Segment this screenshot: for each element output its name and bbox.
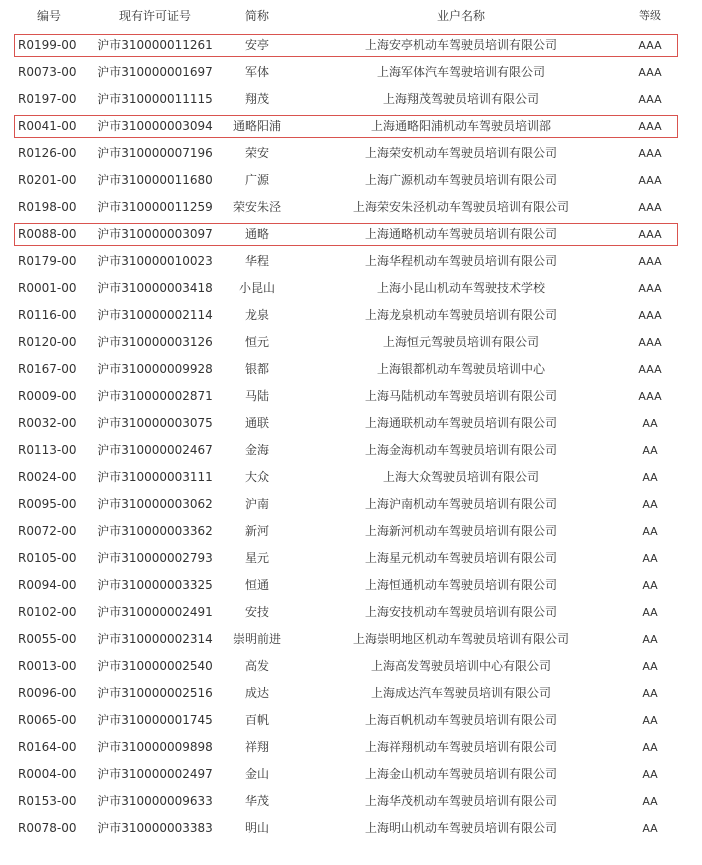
cell-license: 沪市310000002540 — [97, 659, 213, 673]
cell-no: R0198-00 — [18, 200, 77, 214]
cell-license: 沪市310000003111 — [97, 470, 213, 484]
cell-name: 上海通略阳浦机动车驾驶员培训部 — [370, 119, 551, 133]
cell-license: 沪市310000003062 — [97, 497, 213, 511]
cell-license: 沪市310000011115 — [97, 92, 213, 106]
cell-no: R0095-00 — [18, 497, 77, 511]
cell-level: AAA — [638, 309, 662, 322]
cell-abbr: 金山 — [244, 767, 269, 781]
table-row — [0, 275, 702, 302]
cell-name: 上海新河机动车驾驶员培训有限公司 — [364, 524, 557, 538]
cell-abbr: 恒元 — [244, 335, 269, 349]
table-row — [0, 410, 702, 437]
cell-level: AAA — [638, 147, 662, 160]
cell-level: AA — [642, 552, 658, 565]
cell-license: 沪市310000011261 — [97, 38, 213, 52]
cell-license: 沪市310000009928 — [97, 362, 213, 376]
table-row — [0, 383, 702, 410]
cell-name: 上海安亭机动车驾驶员培训有限公司 — [364, 38, 557, 52]
cell-no: R0126-00 — [18, 146, 77, 160]
cell-level: AAA — [638, 93, 662, 106]
header-license: 现有许可证号 — [118, 9, 191, 23]
cell-no: R0167-00 — [18, 362, 77, 376]
cell-license: 沪市310000009633 — [97, 794, 213, 808]
table-row — [0, 248, 702, 275]
cell-license: 沪市310000003097 — [97, 227, 213, 241]
cell-abbr: 华茂 — [244, 794, 269, 808]
cell-level: AA — [642, 417, 658, 430]
cell-abbr: 荣安朱泾 — [232, 200, 281, 214]
cell-abbr: 安技 — [244, 605, 269, 619]
cell-license: 沪市310000002516 — [97, 686, 213, 700]
cell-name: 上海明山机动车驾驶员培训有限公司 — [364, 821, 557, 835]
cell-license: 沪市310000003325 — [97, 578, 213, 592]
cell-level: AA — [642, 741, 658, 754]
cell-name: 上海通联机动车驾驶员培训有限公司 — [364, 416, 557, 430]
table-row-highlighted — [0, 113, 702, 140]
cell-level: AA — [642, 498, 658, 511]
cell-name: 上海恒元驾驶员培训有限公司 — [382, 335, 539, 349]
cell-name: 上海荣安机动车驾驶员培训有限公司 — [364, 146, 557, 160]
table-row — [0, 491, 702, 518]
table-row — [0, 167, 702, 194]
header-level: 等级 — [639, 9, 661, 22]
cell-license: 沪市310000003362 — [97, 524, 213, 538]
table-row — [0, 653, 702, 680]
header-name: 业户名称 — [436, 9, 485, 23]
cell-abbr: 马陆 — [244, 389, 269, 403]
cell-license: 沪市310000003383 — [97, 821, 213, 835]
cell-license: 沪市310000002314 — [97, 632, 213, 646]
cell-no: R0120-00 — [18, 335, 77, 349]
table-row — [0, 86, 702, 113]
cell-license: 沪市310000002467 — [97, 443, 213, 457]
cell-abbr: 百帆 — [244, 713, 269, 727]
table-row — [0, 734, 702, 761]
cell-license: 沪市310000002114 — [97, 308, 213, 322]
cell-abbr: 恒通 — [244, 578, 269, 592]
cell-level: AA — [642, 822, 658, 835]
cell-no: R0199-00 — [18, 38, 77, 52]
cell-abbr: 小昆山 — [238, 281, 275, 295]
cell-no: R0072-00 — [18, 524, 77, 538]
cell-name: 上海军体汽车驾驶培训有限公司 — [376, 65, 545, 79]
cell-level: AA — [642, 606, 658, 619]
cell-abbr: 军体 — [244, 65, 269, 79]
cell-level: AA — [642, 768, 658, 781]
cell-abbr: 新河 — [244, 524, 269, 538]
cell-license: 沪市310000007196 — [97, 146, 213, 160]
cell-name: 上海银都机动车驾驶员培训中心 — [376, 362, 545, 376]
cell-no: R0113-00 — [18, 443, 77, 457]
cell-name: 上海金山机动车驾驶员培训有限公司 — [364, 767, 557, 781]
cell-level: AA — [642, 660, 658, 673]
table-row — [0, 572, 702, 599]
cell-name: 上海恒通机动车驾驶员培训有限公司 — [364, 578, 557, 592]
cell-no: R0009-00 — [18, 389, 77, 403]
cell-level: AA — [642, 714, 658, 727]
cell-no: R0088-00 — [18, 227, 77, 241]
table-row — [0, 599, 702, 626]
cell-name: 上海金海机动车驾驶员培训有限公司 — [364, 443, 557, 457]
cell-abbr: 广源 — [244, 173, 269, 187]
cell-level: AAA — [638, 228, 662, 241]
cell-level: AA — [642, 471, 658, 484]
table-row — [0, 707, 702, 734]
cell-license: 沪市310000001697 — [97, 65, 213, 79]
table-row — [0, 194, 702, 221]
cell-level: AAA — [638, 255, 662, 268]
cell-abbr: 安亭 — [244, 38, 269, 52]
table-row — [0, 680, 702, 707]
cell-level: AAA — [638, 120, 662, 133]
table-body — [0, 32, 702, 842]
table-row — [0, 59, 702, 86]
cell-license: 沪市310000002491 — [97, 605, 213, 619]
cell-name: 上海星元机动车驾驶员培训有限公司 — [364, 551, 557, 565]
header-no: 编号 — [36, 9, 61, 23]
cell-level: AAA — [638, 363, 662, 376]
cell-level: AA — [642, 525, 658, 538]
table-row — [0, 356, 702, 383]
cell-name: 上海成达汽车驾驶员培训有限公司 — [370, 686, 551, 700]
cell-no: R0055-00 — [18, 632, 77, 646]
cell-no: R0102-00 — [18, 605, 77, 619]
cell-no: R0116-00 — [18, 308, 77, 322]
cell-abbr: 祥翔 — [244, 740, 269, 754]
cell-abbr: 高发 — [244, 659, 269, 673]
cell-no: R0096-00 — [18, 686, 77, 700]
cell-level: AA — [642, 687, 658, 700]
cell-name: 上海高发驾驶员培训中心有限公司 — [370, 659, 551, 673]
cell-abbr: 明山 — [244, 821, 269, 835]
cell-abbr: 通略阳浦 — [232, 119, 281, 133]
cell-license: 沪市310000009898 — [97, 740, 213, 754]
cell-abbr: 翔茂 — [244, 92, 269, 106]
table-row — [0, 464, 702, 491]
cell-abbr: 金海 — [244, 443, 269, 457]
cell-abbr: 成达 — [244, 686, 269, 700]
table-row — [0, 815, 702, 842]
cell-name: 上海百帆机动车驾驶员培训有限公司 — [364, 713, 557, 727]
cell-no: R0105-00 — [18, 551, 77, 565]
cell-abbr: 通略 — [244, 227, 269, 241]
table-row — [0, 788, 702, 815]
table-row — [0, 626, 702, 653]
table-row — [0, 329, 702, 356]
cell-no: R0164-00 — [18, 740, 77, 754]
cell-no: R0094-00 — [18, 578, 77, 592]
cell-name: 上海安技机动车驾驶员培训有限公司 — [364, 605, 557, 619]
table-row — [0, 545, 702, 572]
cell-level: AAA — [638, 66, 662, 79]
cell-name: 上海崇明地区机动车驾驶员培训有限公司 — [352, 632, 569, 646]
cell-no: R0078-00 — [18, 821, 77, 835]
cell-no: R0001-00 — [18, 281, 77, 295]
cell-license: 沪市310000003126 — [97, 335, 213, 349]
cell-name: 上海翔茂驾驶员培训有限公司 — [382, 92, 539, 106]
cell-license: 沪市310000001745 — [97, 713, 213, 727]
cell-license: 沪市310000002871 — [97, 389, 213, 403]
cell-level: AA — [642, 633, 658, 646]
cell-abbr: 星元 — [244, 551, 269, 565]
cell-abbr: 通联 — [244, 416, 269, 430]
table-row — [0, 140, 702, 167]
table-row — [0, 761, 702, 788]
table-row-highlighted — [0, 32, 702, 59]
cell-no: R0041-00 — [18, 119, 77, 133]
cell-name: 上海通略机动车驾驶员培训有限公司 — [364, 227, 557, 241]
cell-no: R0197-00 — [18, 92, 77, 106]
cell-no: R0013-00 — [18, 659, 77, 673]
cell-level: AA — [642, 579, 658, 592]
cell-name: 上海小昆山机动车驾驶技术学校 — [376, 281, 545, 295]
cell-license: 沪市310000010023 — [97, 254, 213, 268]
cell-name: 上海华茂机动车驾驶员培训有限公司 — [364, 794, 557, 808]
table-row — [0, 302, 702, 329]
cell-level: AAA — [638, 282, 662, 295]
cell-abbr: 龙泉 — [244, 308, 269, 322]
table-row — [0, 437, 702, 464]
cell-no: R0004-00 — [18, 767, 77, 781]
cell-abbr: 荣安 — [244, 146, 269, 160]
cell-no: R0153-00 — [18, 794, 77, 808]
cell-name: 上海广源机动车驾驶员培训有限公司 — [364, 173, 557, 187]
cell-no: R0201-00 — [18, 173, 77, 187]
cell-abbr: 崇明前进 — [232, 632, 281, 646]
cell-license: 沪市310000003094 — [97, 119, 213, 133]
cell-no: R0179-00 — [18, 254, 77, 268]
cell-abbr: 大众 — [244, 470, 269, 484]
cell-name: 上海沪南机动车驾驶员培训有限公司 — [364, 497, 557, 511]
cell-level: AAA — [638, 174, 662, 187]
cell-name: 上海马陆机动车驾驶员培训有限公司 — [364, 389, 557, 403]
header-abbr: 简称 — [244, 9, 269, 23]
table-header — [0, 0, 702, 32]
cell-license: 沪市310000002793 — [97, 551, 213, 565]
cell-license: 沪市310000003075 — [97, 416, 213, 430]
cell-no: R0024-00 — [18, 470, 77, 484]
cell-abbr: 华程 — [244, 254, 269, 268]
cell-no: R0065-00 — [18, 713, 77, 727]
table-row-highlighted — [0, 221, 702, 248]
cell-license: 沪市310000011259 — [97, 200, 213, 214]
cell-name: 上海祥翔机动车驾驶员培训有限公司 — [364, 740, 557, 754]
cell-level: AA — [642, 444, 658, 457]
cell-name: 上海荣安朱泾机动车驾驶员培训有限公司 — [352, 200, 569, 214]
cell-license: 沪市310000002497 — [97, 767, 213, 781]
cell-no: R0073-00 — [18, 65, 77, 79]
table-row — [0, 518, 702, 545]
cell-license: 沪市310000011680 — [97, 173, 213, 187]
cell-name: 上海华程机动车驾驶员培训有限公司 — [364, 254, 557, 268]
cell-level: AA — [642, 795, 658, 808]
cell-level: AAA — [638, 390, 662, 403]
cell-license: 沪市310000003418 — [97, 281, 213, 295]
cell-abbr: 银都 — [244, 362, 269, 376]
cell-level: AAA — [638, 39, 662, 52]
cell-no: R0032-00 — [18, 416, 77, 430]
cell-level: AAA — [638, 201, 662, 214]
cell-level: AAA — [638, 336, 662, 349]
cell-abbr: 沪南 — [244, 497, 269, 511]
cell-name: 上海大众驾驶员培训有限公司 — [382, 470, 539, 484]
cell-name: 上海龙泉机动车驾驶员培训有限公司 — [364, 308, 557, 322]
